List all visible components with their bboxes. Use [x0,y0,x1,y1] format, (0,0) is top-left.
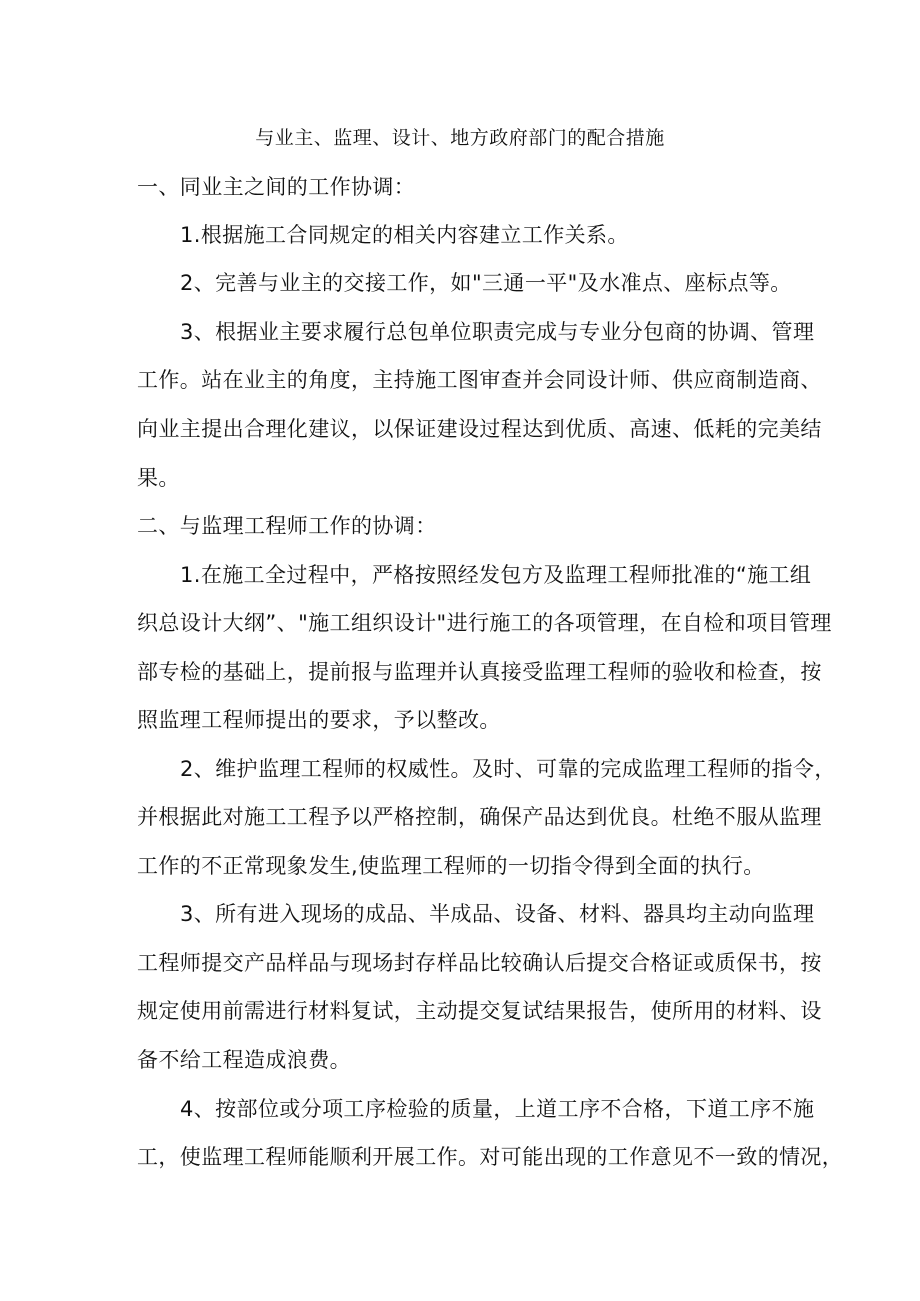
document-title: 与业主、监理、设计、地方政府部门的配合措施 [255,127,665,149]
paragraph-line: 1.在施工全过程中，严格按照经发包方及监理工程师批准的“施工组 [180,563,812,587]
paragraph-line: 1.根据施工合同规定的相关内容建立工作关系。 [180,223,629,247]
paragraph-line: 工作。站在业主的角度，主持施工图审查并会同设计师、供应商制造商、 [137,368,822,392]
paragraph-line: 部专检的基础上，提前报与监理并认真接受监理工程师的验收和检查，按 [137,660,822,684]
paragraph-line: 2、维护监理工程师的权威性。及时、可靠的完成监理工程师的指令， [180,757,836,781]
paragraph-line: 工作的不正常现象发生,使监理工程师的一切指令得到全面的执行。 [137,854,765,878]
paragraph-line: 2、完善与业主的交接工作，如"三通一平"及水准点、座标点等。 [180,271,792,295]
paragraph-line: 3、所有进入现场的成品、半成品、设备、材料、器具均主动向监理 [180,902,815,926]
paragraph-line: 向业主提出合理化建议，以保证建设过程达到优质、高速、低耗的完美结 [137,417,822,441]
paragraph-line: 规定使用前需进行材料复试，主动提交复试结果报告，使所用的材料、设 [137,999,822,1023]
section-heading-supervisor: 二、与监理工程师工作的协调： [137,514,437,538]
paragraph-line: 工，使监理工程师能顺利开展工作。对可能出现的工作意见不一致的情况， [137,1145,844,1169]
paragraph-line: 3、根据业主要求履行总包单位职责完成与专业分包商的协调、管理 [180,320,815,344]
paragraph-line: 4、按部位或分项工序检验的质量，上道工序不合格，下道工序不施 [180,1097,815,1121]
paragraph-line: 照监理工程师提出的要求，予以整改。 [137,708,501,732]
paragraph-line: 工程师提交产品样品与现场封存样品比较确认后提交合格证或质保书，按 [137,951,822,975]
paragraph-line: 果。 [137,466,180,490]
paragraph-line: 备不给工程造成浪费。 [137,1048,351,1072]
paragraph-line: 并根据此对施工工程予以严格控制，确保产品达到优良。杜绝不服从监理 [137,805,822,829]
section-heading-owner: 一、同业主之间的工作协调： [137,175,416,199]
paragraph-line: 织总设计大纲”、"施工组织设计"进行施工的各项管理，在自检和项目管理 [137,611,832,635]
